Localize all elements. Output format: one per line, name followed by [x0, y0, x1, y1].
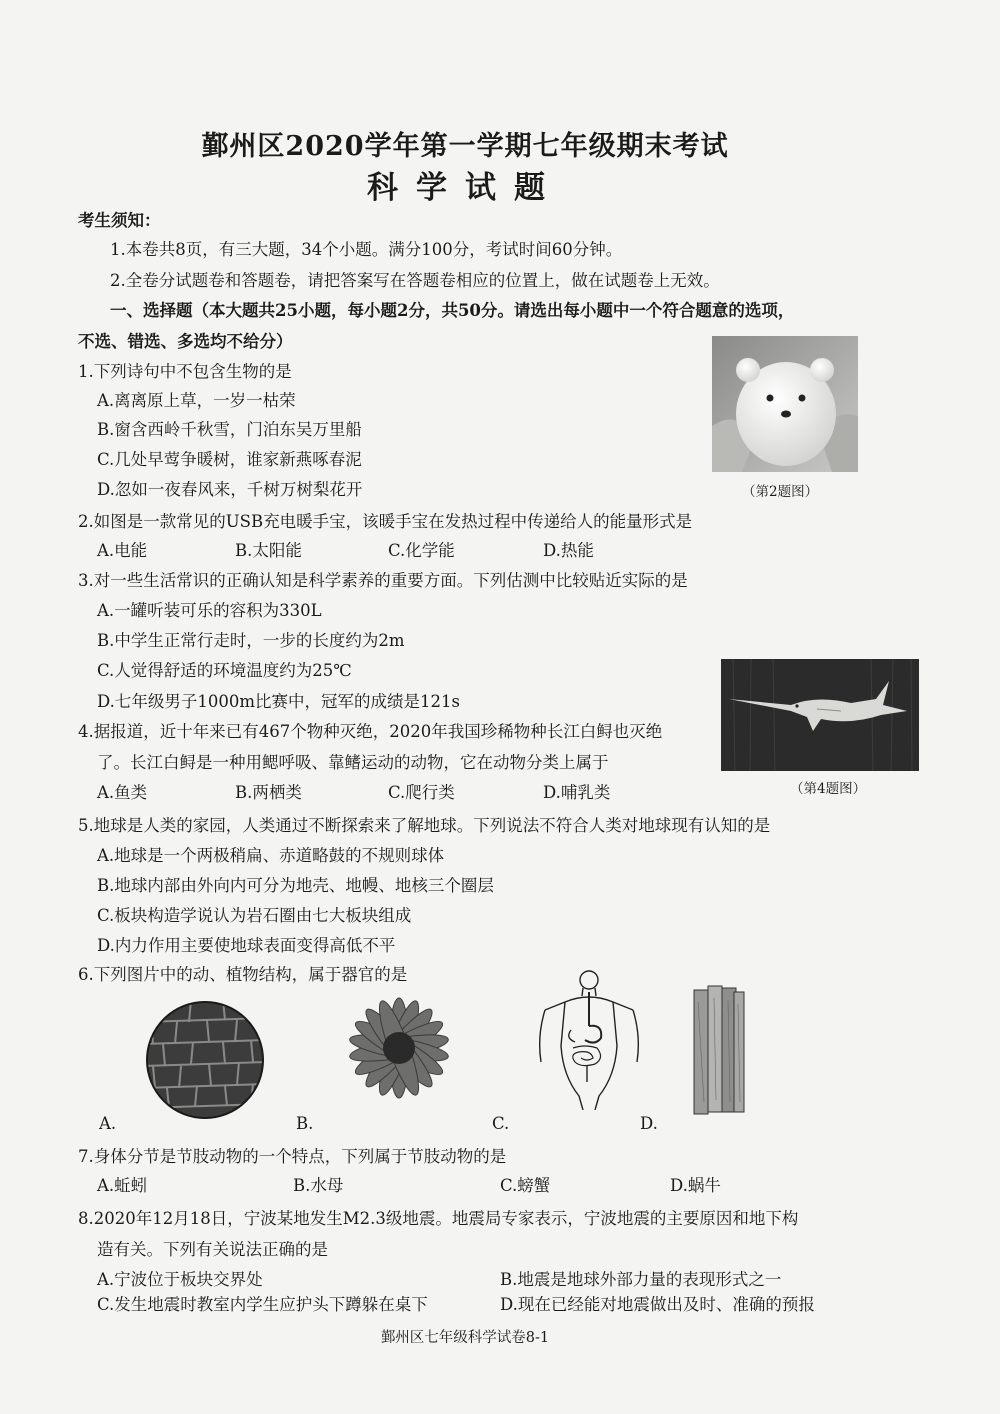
q2-figure-caption: （第2题图） — [742, 484, 819, 500]
muscle-fiber-figure — [690, 982, 748, 1116]
flower-figure — [340, 993, 458, 1103]
q3-stem: 3.对一些生活常识的正确认知是科学素养的重要方面。下列估测中比较贴近实际的是 — [78, 571, 688, 590]
exam-subtitle: 科学试题 — [367, 170, 563, 206]
q3-option-b: B.中学生正常行走时，一步的长度约为2m — [97, 631, 405, 650]
q1-option-c: C.几处早莺争暖树，谁家新燕啄春泥 — [97, 450, 362, 469]
q4-figure-caption: （第4题图） — [790, 781, 867, 797]
q2-stem: 2.如图是一款常见的USB充电暖手宝，该暖手宝在发热过程中传递给人的能量形式是 — [78, 512, 693, 531]
q1-stem: 1.下列诗句中不包含生物的是 — [78, 362, 292, 381]
q3-option-d: D.七年级男子1000m比赛中，冠军的成绩是121s — [97, 692, 460, 711]
digestive-system-figure — [535, 966, 643, 1110]
notice-heading: 考生须知： — [78, 211, 161, 230]
q5-option-c: C.板块构造学说认为岩石圈由七大板块组成 — [97, 906, 412, 925]
q6-stem: 6.下列图片中的动、植物结构，属于器官的是 — [78, 965, 408, 984]
q4-option-a: A.鱼类 — [97, 783, 148, 802]
q5-option-b: B.地球内部由外向内可分为地壳、地幔、地核三个圈层 — [97, 876, 494, 895]
q7-option-a: A.蚯蚓 — [97, 1176, 148, 1195]
q4-option-c: C.爬行类 — [388, 783, 455, 802]
q3-option-c: C.人觉得舒适的环境温度约为25℃ — [97, 661, 352, 680]
q4-stem-line2: 了。长江白鲟是一种用鳃呼吸、靠鳍运动的动物，它在动物分类上属于 — [97, 753, 609, 772]
q5-option-d: D.内力作用主要使地球表面变得高低不平 — [97, 936, 396, 955]
q7-option-c: C.螃蟹 — [500, 1176, 551, 1195]
q1-option-b: B.窗含西岭千秋雪，门泊东吴万里船 — [97, 420, 362, 439]
q8-option-b: B.地震是地球外部力量的表现形式之一 — [500, 1270, 782, 1289]
q7-option-d: D.蜗牛 — [670, 1176, 721, 1195]
notice-item-1: 1.本卷共8页，有三大题，34个小题。满分100分，考试时间60分钟。 — [110, 240, 623, 259]
q2-option-d: D.热能 — [543, 541, 594, 560]
q4-option-d: D.哺乳类 — [543, 783, 611, 802]
q6-option-d: D. — [640, 1114, 658, 1133]
q8-option-d: D.现在已经能对地震做出及时、准确的预报 — [500, 1295, 815, 1314]
q7-stem: 7.身体分节是节肢动物的一个特点，下列属于节肢动物的是 — [78, 1147, 507, 1166]
q5-option-a: A.地球是一个两极稍扁、赤道略鼓的不规则球体 — [97, 846, 445, 865]
q5-stem: 5.地球是人类的家园，人类通过不断探索来了解地球。下列说法不符合人类对地球现有认知的是 — [78, 816, 771, 835]
section-heading-line1: 一、选择题（本大题共25小题，每小题2分，共50分。请选出每小题中一个符合题意的选项， — [110, 301, 795, 320]
q6-option-c: C. — [492, 1114, 510, 1133]
q8-stem-line1: 8.2020年12月18日，宁波某地发生M2.3级地震。地震局专家表示，宁波地震的主要原因和地下构 — [78, 1209, 799, 1228]
q2-option-b: B.太阳能 — [235, 541, 302, 560]
q2-option-c: C.化学能 — [388, 541, 455, 560]
q6-option-b: B. — [296, 1114, 314, 1133]
notice-item-2: 2.全卷分试题卷和答题卷，请把答案写在答题卷相应的位置上，做在试题卷上无效。 — [110, 271, 720, 290]
q2-option-a: A.电能 — [97, 541, 148, 560]
q6-option-a: A. — [99, 1114, 117, 1133]
q3-option-a: A.一罐听装可乐的容积为330L — [97, 601, 322, 620]
q1-option-a: A.离离原上草，一岁一枯荣 — [97, 391, 296, 410]
q7-option-b: B.水母 — [293, 1176, 344, 1195]
hand-warmer-figure — [712, 336, 858, 472]
page-footer: 鄞州区七年级科学试卷8-1 — [380, 1330, 550, 1346]
section-heading-line2: 不选、错选、多选均不给分） — [78, 332, 293, 351]
exam-title: 鄞州区2020学年第一学期七年级期末考试 — [201, 131, 729, 162]
sturgeon-figure — [721, 659, 919, 771]
plant-cells-figure — [143, 1000, 267, 1120]
q4-option-b: B.两栖类 — [235, 783, 302, 802]
q1-option-d: D.忽如一夜春风来，千树万树梨花开 — [97, 480, 363, 499]
q8-stem-line2: 造有关。下列有关说法正确的是 — [97, 1240, 328, 1259]
q8-option-a: A.宁波位于板块交界处 — [97, 1270, 263, 1289]
q4-stem-line1: 4.据报道，近十年来已有467个物种灭绝，2020年我国珍稀物种长江白鲟也灭绝 — [78, 722, 663, 741]
q8-option-c: C.发生地震时教室内学生应护头下蹲躲在桌下 — [97, 1295, 428, 1314]
